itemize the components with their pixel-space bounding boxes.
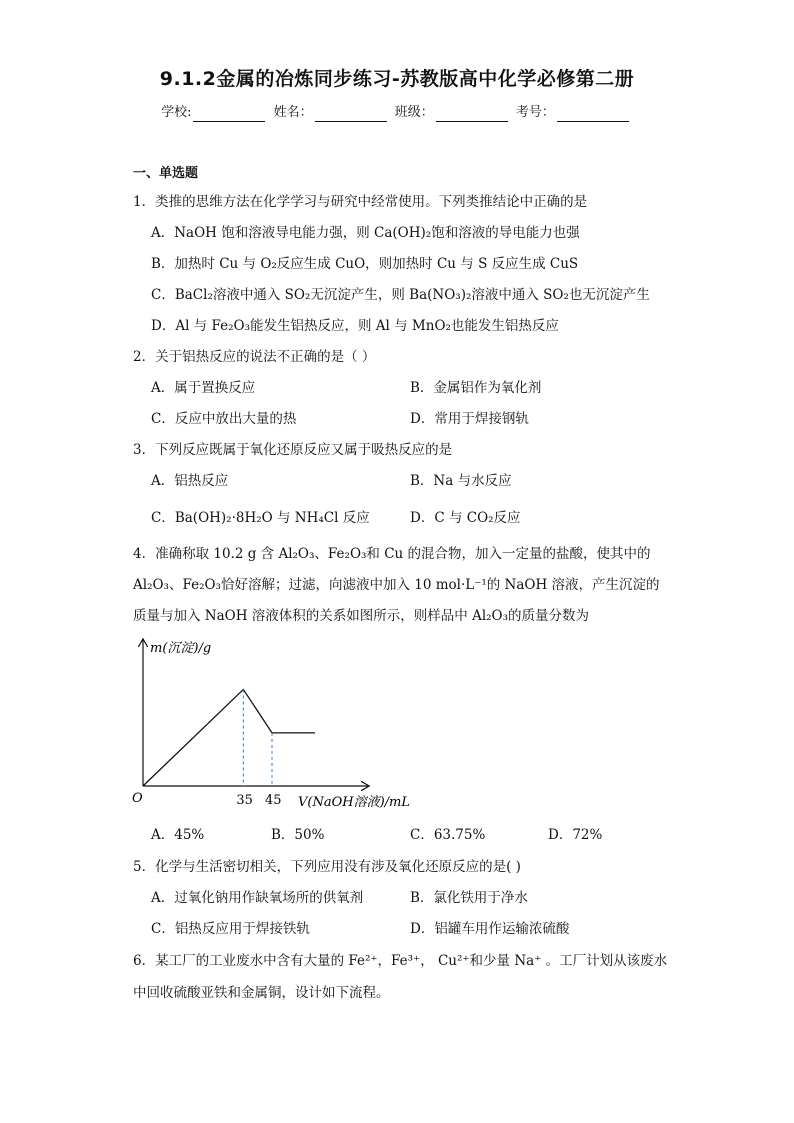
- name-label: 姓名：: [273, 105, 313, 120]
- q2-stem: 2．关于铝热反应的说法不正确的是（ ）: [133, 349, 376, 365]
- q2-option-a: A．属于置换反应: [151, 380, 256, 396]
- q2-option-d: D．常用于焊接钢轨: [410, 411, 529, 427]
- q4-option-a: A．45%: [151, 827, 205, 843]
- q1-option-c: C．BaCl₂溶液中通入 SO₂无沉淀产生，则 Ba(NO₃)₂溶液中通入 SO₂也无沉淀产生: [151, 287, 650, 303]
- exam-no-label: 考号：: [515, 105, 555, 120]
- q3-option-c: C．Ba(OH)₂·8H₂O 与 NH₄Cl 反应: [151, 510, 370, 526]
- q1-option-a: A．NaOH 饱和溶液导电能力强，则 Ca(OH)₂饱和溶液的导电能力也强: [151, 225, 580, 241]
- q4-line-2: Al₂O₃、Fe₂O₃恰好溶解；过滤，向滤液中加入 10 mol·L⁻¹的 NaOH 溶液，产生沉淀的: [133, 577, 660, 593]
- q4-line-3: 质量与加入 NaOH 溶液体积的关系如图所示，则样品中 Al₂O₃的质量分数为: [133, 608, 590, 624]
- q4-line-1: 4．准确称取 10.2 g 含 Al₂O₃、Fe₂O₃和 Cu 的混合物，加入一定量的盐酸，使其中的: [133, 546, 651, 562]
- q6-line-1: 6．某工厂的工业废水中含有大量的 Fe²⁺，Fe³⁺， Cu²⁺和少量 Na⁺ 。工厂计划从该废水: [133, 953, 668, 969]
- section-heading: 一、单选题: [133, 166, 199, 181]
- q3-option-b: B．Na 与水反应: [410, 473, 512, 489]
- x-tick-label-35: 35: [236, 793, 253, 808]
- page-title: 9.1.2金属的冶炼同步练习-苏教版高中化学必修第二册: [159, 68, 635, 90]
- q4-option-c: C．63.75%: [410, 827, 486, 843]
- q4-option-b: B．50%: [271, 827, 325, 843]
- q5-stem: 5．化学与生活密切相关，下列应用没有涉及氧化还原反应的是( ): [133, 859, 521, 875]
- y-axis-label: m(沉淀)/g: [150, 641, 212, 656]
- x-axis-label: V(NaOH溶液)/mL: [298, 795, 410, 810]
- class-label: 班级：: [394, 105, 434, 120]
- q5-option-b: B．氯化铁用于净水: [410, 890, 528, 906]
- q6-line-2: 中回收硫酸亚铁和金属铜，设计如下流程。: [133, 985, 390, 1001]
- q1-option-d: D．Al 与 Fe₂O₃能发生铝热反应，则 Al 与 MnO₂也能发生铝热反应: [151, 318, 559, 334]
- q2-option-b: B．金属铝作为氧化剂: [410, 380, 542, 396]
- school-label: 学校:: [161, 105, 192, 120]
- origin-label: O: [132, 791, 143, 806]
- precipitate-line: [143, 689, 315, 786]
- q1-stem: 1．类推的思维方法在化学学习与研究中经常使用。下列类推结论中正确的是: [133, 194, 588, 210]
- x-tick-label-45: 45: [265, 793, 282, 808]
- q1-option-b: B．加热时 Cu 与 O₂反应生成 CuO，则加热时 Cu 与 S 反应生成 CuS: [151, 256, 579, 272]
- q4-option-d: D．72%: [548, 827, 603, 843]
- q3-stem: 3．下列反应既属于氧化还原反应又属于吸热反应的是: [133, 442, 453, 458]
- q3-option-d: D．C 与 CO₂反应: [410, 510, 521, 526]
- q5-option-a: A．过氧化钠用作缺氧场所的供氧剂: [151, 890, 364, 906]
- q5-option-d: D．铝罐车用作运输浓硫酸: [410, 921, 570, 937]
- q2-option-c: C．反应中放出大量的热: [151, 411, 297, 427]
- q5-option-c: C．铝热反应用于焊接铁轨: [151, 921, 310, 937]
- q3-option-a: A．铝热反应: [151, 473, 229, 489]
